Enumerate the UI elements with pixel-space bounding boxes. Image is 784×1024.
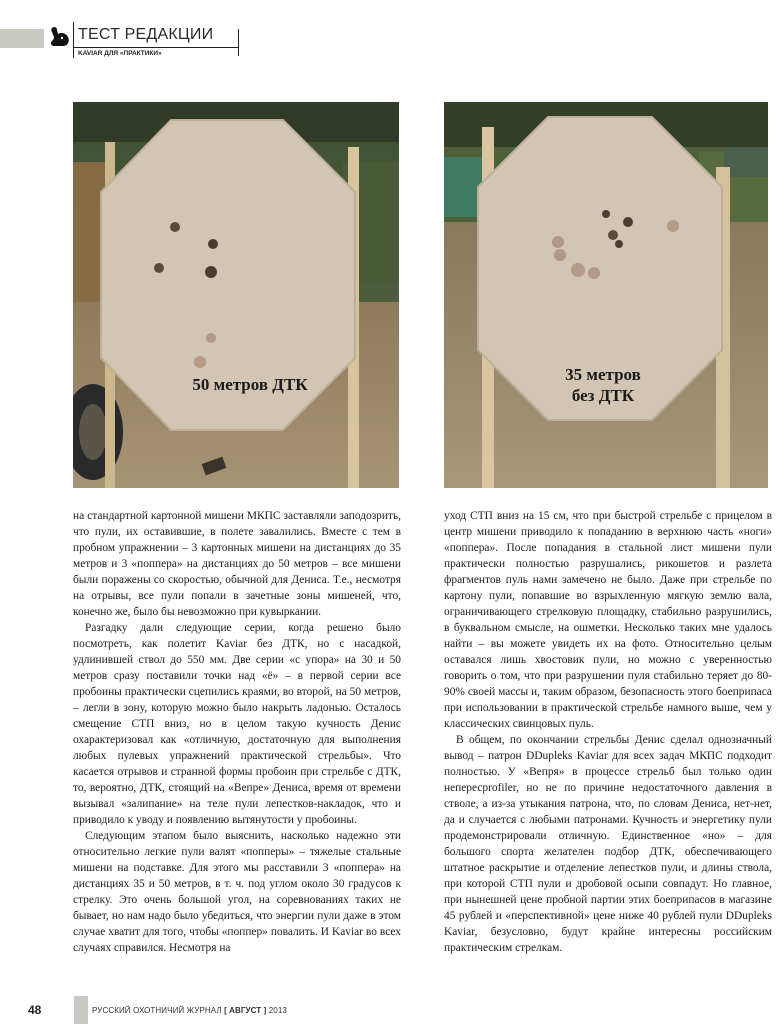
footer-accent-bar: [74, 996, 88, 1024]
paragraph: Разгадку дали следующие серии, когда решено было посмотреть, как полетит Kaviar без ДТК, но с насадкой, удлинившей ствол до 550 мм. Две серии «с упора» на 30 и 50 метров сразу поставили точки над «ё» – в первой серии все пробоины практически сцепились краями, во второй, на 50 метров, – легли в зону, которую можно было накрыть ладонью. Осталось смещение СТП вниз, но в целом такую кучность Денис охарактеризовал как «отличную, достаточную для выполнения любых пулевых упражнений практической стрельбы». Что касается отрывов и странной формы пробоин при стрельбе с ДТК, то, вероятно, ДТК, стоящий на «Вепре» Дениса, время от времени вызывал «залипание» на теле пули лепестков-накладок, что и приводило к уводу и появлению вытянутости у пробоины.: [73, 622, 401, 826]
section-title: ТЕСТ РЕДАКЦИИ: [78, 26, 214, 43]
header-divider-vertical: [73, 22, 74, 58]
issue-year: 2013: [268, 1006, 287, 1015]
header-accent-bar: [0, 29, 44, 48]
photo-caption-right-line2: без ДТК: [571, 386, 635, 406]
photo-caption-left: 50 метров ДТК: [192, 375, 308, 394]
page-number: 48: [28, 1003, 42, 1017]
header-divider-tick: [238, 29, 239, 56]
magazine-name: РУССКИЙ ОХОТНИЧИЙ ЖУРНАЛ: [92, 1006, 222, 1015]
footer-magazine-info: РУССКИЙ ОХОТНИЧИЙ ЖУРНАЛ [ АВГУСТ ] 2013: [92, 1006, 287, 1015]
photo-target-50m-dtk: [73, 102, 399, 488]
photo-caption-right-line1: 35 метров: [565, 365, 641, 384]
paragraph: Следующим этапом было выяснить, насколько надежно эти относительно легкие пули валят «попперы» – тяжелые стальные мишени на подставке. Для этого мы расставили 3 «поппера» на дистанциях 35 и 50 метров, в т. ч. под углом около 30 градусов к стрелку. Это очень большой угол, на соревнованиях таких не бывает, но нам надо было убедиться, что энергии пули даже в этом случае хватит для того, чтобы «поппер» повалить. И Kaviar во всех случаях справился. Несмотря на: [73, 830, 401, 954]
paragraph: уход СТП вниз на 15 см, что при быстрой стрельбе с прицелом в центр мишени приводило к попаданию в верхнюю часть «ноги» «поппера». После попадания в стальной лист мишени пули практически полностью разрушались, рикошетов и разлета фрагментов пуль нами замечено не было. Даже при стрельбе по картону пули, попавшие во взрыхленную мягкую землю вала, ограничивающего стрелковую площадку, стабильно разрушились, в буквальном смысле, на ошметки. Несколько таких мне удалось найти – вы можете увидеть их на фото. Относительно целым оставался лишь хвостовик пули, но можно с уверенностью говорить о том, что при разрушении пуля стабильно теряет до 80-90% своей массы и, таким образом, безопасность этого боеприпаса при использовании в практической стрельбе намного выше, чем у классических свинцовых пуль.: [444, 510, 772, 730]
photo-target-35m-no-dtk: [444, 102, 768, 488]
section-subtitle: KAVIAR ДЛЯ «ПРАКТИКИ»: [78, 50, 162, 57]
issue-month: АВГУСТ: [229, 1006, 262, 1015]
article-column-left: [73, 508, 401, 978]
paragraph: В общем, по окончании стрельбы Денис сделал однозначный вывод – патрон DDupleks Kaviar для всех задач МКПС подходит полностью. У «Вепря» в процессе стрельб был только один непересprofiler, но не по причине недостаточного давления в стволе, а из-за утыкания патрона, что, по словам Дениса, нет-нет, да и случается с любыми патронами. Кучность и энергетику пули продемонстрировали отличную. Единственное «но» – для большого спорта желателен подбор ДТК, обеспечивающего штатное раскрытие и отделение лепестков пули, и длины ствола, при которой СТП пули и дробовой осыпи совпадут. Но главное, при нынешней цене пробной партии этих боеприпасов в магазине 45 рублей и «перспективной» цене ниже 40 рублей пули DDupleks Kaviar, безусловно, будут крайне интересны российским практическим стрелкам.: [444, 734, 772, 954]
photo-caption-right: [533, 364, 673, 407]
paragraph: на стандартной картонной мишени МКПС заставляли заподозрить, что пули, их оставившие, в полете завалились. Вместе с тем в пробном упражнении – 3 картонных мишени на дистанциях до 35 метров и 3 «поппера» на дистанциях до 50 метров – все мишени были поражены со скоростью, обычной для Дениса. Т.е., несмотря на отрывы, все пули попали в зачетные зоны мишеней, что, конечно же, было бы невозможно при кувыркании.: [73, 510, 401, 618]
article-column-right: [444, 508, 772, 978]
header-divider-horizontal: [74, 47, 239, 48]
rabbit-silhouette-icon: [46, 24, 72, 50]
